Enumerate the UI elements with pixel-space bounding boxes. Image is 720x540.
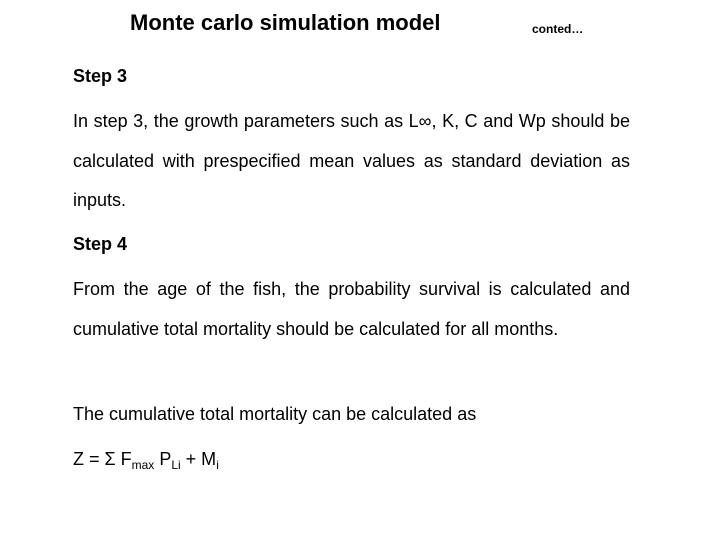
slide-title: Monte carlo simulation model	[130, 10, 441, 35]
formula-sub-li: Li	[171, 458, 181, 472]
formula-sub-max: max	[131, 458, 155, 472]
step3-text: In step 3, the growth parameters such as L∞, K, C and Wp should be calculated with prespecified mean values as standard deviation as inputs.	[73, 111, 630, 210]
slide-subtitle: conted…	[532, 22, 584, 36]
formula-sub-i: i	[216, 458, 219, 472]
formula-lhs: Z = Σ F	[73, 449, 132, 469]
formula-mid: P	[154, 449, 172, 469]
cumulative-intro: The cumulative total mortality can be calculated as	[73, 404, 477, 424]
step4-text: From the age of the fish, the probability survival is calculated and cumulative total mortality should be calculated for all months.	[73, 279, 630, 339]
mortality-formula	[73, 448, 219, 470]
step3-heading: Step 3	[73, 66, 128, 86]
step4-heading: Step 4	[73, 234, 128, 254]
formula-rhs: + M	[180, 449, 217, 469]
